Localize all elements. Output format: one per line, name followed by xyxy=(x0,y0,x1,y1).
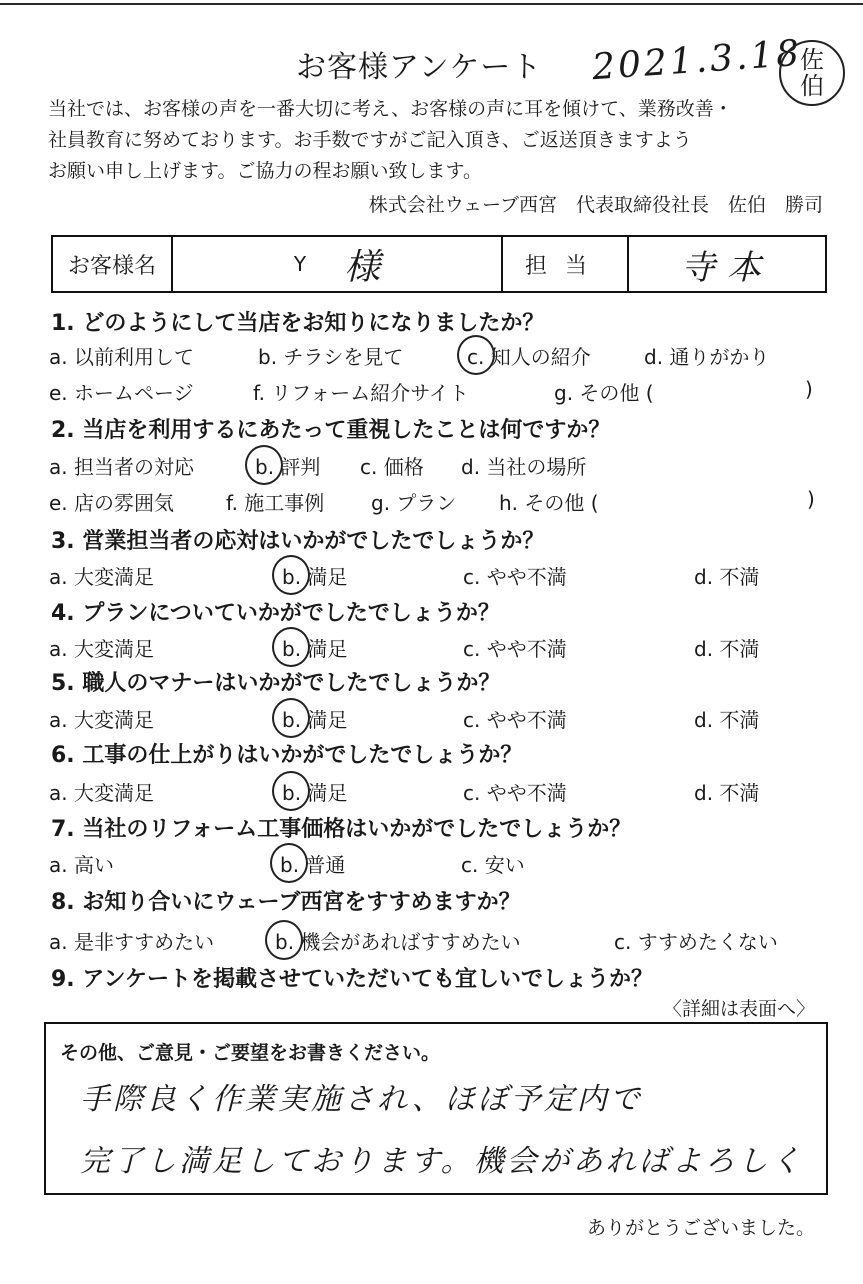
option-f: f. 施工事例 xyxy=(226,491,325,515)
option-g: g. その他 ( xyxy=(554,381,654,405)
question-5-options xyxy=(49,704,829,734)
option-b-selected: b. 満足 xyxy=(282,781,348,805)
intro-line: お願い申し上げます。ご協力の程お願い致します。 xyxy=(48,160,482,182)
option-c: c. やや不満 xyxy=(463,781,567,805)
customer-name-label: お客様名 xyxy=(53,237,173,291)
handwritten-comment-line: 手際良く作業実施され、ほぼ予定内で xyxy=(80,1082,643,1117)
question-1-options-row-1 xyxy=(49,341,829,371)
question-3: 3. 営業担当者の応対はいかがでしたでしょうか？ xyxy=(51,529,545,554)
option-d: d. 不満 xyxy=(694,708,760,732)
option-h: h. その他 ( xyxy=(499,491,599,515)
closing-thanks: ありがとうございました。 xyxy=(586,1217,815,1239)
question-4: 4. プランについていかがでしたでしょうか？ xyxy=(51,601,500,626)
option-a: a. 是非すすめたい xyxy=(49,930,215,954)
option-b: b. チラシを見て xyxy=(258,345,404,369)
option-c: c. やや不満 xyxy=(463,637,567,661)
question-7-options xyxy=(49,849,829,879)
option-d: d. 通りがかり xyxy=(644,345,770,369)
option-d: d. 不満 xyxy=(694,565,760,589)
option-a: a. 大変満足 xyxy=(49,781,154,805)
seal-char: 伯 xyxy=(800,72,824,100)
comment-box xyxy=(44,1022,828,1195)
option-b-selected: b. 評判 xyxy=(255,455,321,479)
top-border xyxy=(0,3,863,5)
option-a: a. 大変満足 xyxy=(49,565,154,589)
detail-note: 〈詳細は表面へ〉 xyxy=(662,998,815,1020)
option-b-selected: b. 機会があればすすめたい xyxy=(275,930,521,954)
option-a: a. 大変満足 xyxy=(49,708,154,732)
option-e: e. 店の雰囲気 xyxy=(49,491,175,515)
option-a: a. 高い xyxy=(49,853,114,877)
question-2-options-row-2 xyxy=(49,487,829,517)
question-5: 5. 職人のマナーはいかがでしたでしょうか？ xyxy=(51,671,501,696)
question-8: 8. お知り合いにウェーブ西宮をすすめますか？ xyxy=(51,890,521,915)
question-2-options-row-1 xyxy=(49,451,829,481)
question-2: 2. 当店を利用するにあたって重視したことは何ですか？ xyxy=(51,418,611,443)
seal-char: 佐 xyxy=(800,46,824,74)
option-c: c. 安い xyxy=(461,853,525,877)
option-f: f. リフォーム紹介サイト xyxy=(253,381,469,405)
intro-line: 当社では、お客様の声を一番大切に考え、お客様の声に耳を傾けて、業務改善・ xyxy=(48,98,733,120)
close-paren: ) xyxy=(805,377,813,401)
comment-label: その他、ご意見・ご要望をお書きください。 xyxy=(60,1042,441,1064)
option-e: e. ホームページ xyxy=(49,381,194,405)
question-3-options xyxy=(49,561,829,591)
question-6: 6. 工事の仕上がりはいかがでしたでしょうか？ xyxy=(51,743,523,768)
option-g: g. プラン xyxy=(371,491,457,515)
question-1-options-row-2 xyxy=(49,377,829,407)
question-8-options xyxy=(49,926,829,956)
customer-name-field xyxy=(173,237,503,291)
customer-name-value: Y xyxy=(293,252,307,276)
staff-name-field xyxy=(629,237,825,291)
customer-suffix: 様 xyxy=(344,246,381,288)
name-seal-stamp xyxy=(779,40,845,106)
question-1: 1. どのようにして当店をお知りになりましたか？ xyxy=(51,311,545,336)
option-b-selected: b. 満足 xyxy=(282,565,348,589)
option-c: c. やや不満 xyxy=(463,565,567,589)
option-c-selected: c. 知人の紹介 xyxy=(467,345,591,369)
close-paren: ) xyxy=(807,487,815,511)
company-signature: 株式会社ウェーブ西宮 代表取締役社長 佐伯 勝司 xyxy=(368,194,823,216)
option-a: a. 担当者の対応 xyxy=(49,455,194,479)
option-d: d. 不満 xyxy=(694,637,760,661)
option-c: c. やや不満 xyxy=(463,708,567,732)
handwritten-comment-line: 完了し満足しております。機会があればよろしく xyxy=(80,1144,804,1179)
intro-paragraph xyxy=(48,94,733,187)
option-b-selected: b. 満足 xyxy=(282,637,348,661)
option-c: c. 価格 xyxy=(360,455,424,479)
question-4-options xyxy=(49,633,829,663)
staff-label: 担当 xyxy=(503,237,629,291)
option-b-selected: b. 普通 xyxy=(280,853,346,877)
option-d: d. 当社の場所 xyxy=(461,455,587,479)
staff-name-value: 寺本 xyxy=(681,247,773,288)
question-6-options xyxy=(49,777,829,807)
question-9: 9. アンケートを掲載させていただいても宜しいでしょうか？ xyxy=(51,967,654,992)
option-c: c. すすめたくない xyxy=(614,930,778,954)
option-a: a. 大変満足 xyxy=(49,637,154,661)
option-a: a. 以前利用して xyxy=(49,345,194,369)
option-b-selected: b. 満足 xyxy=(282,708,348,732)
intro-line: 社員教育に努めております。お手数ですがご記入頂き、ご返送頂きますよう xyxy=(48,129,692,151)
option-d: d. 不満 xyxy=(694,781,760,805)
handwritten-date: 2021.3.18 xyxy=(590,32,804,89)
survey-title: お客様アンケート xyxy=(296,50,543,85)
question-7: 7. 当社のリフォーム工事価格はいかがでしたでしょうか？ xyxy=(51,817,632,842)
customer-info-table xyxy=(51,235,827,293)
